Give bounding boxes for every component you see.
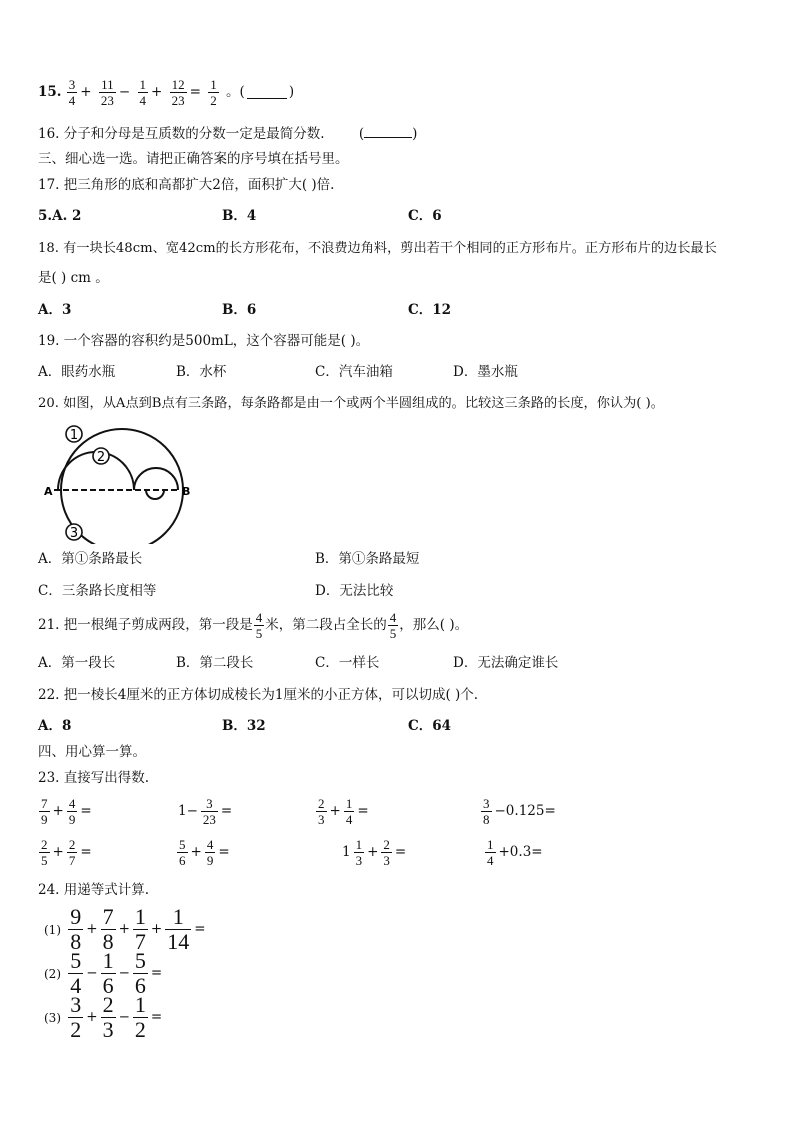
point-a-label: A <box>44 485 53 498</box>
expr-24-1: (1) $\frac{9}{8}$ + $\frac{7}{8}$ + $\frac{1}{7}$ + $\frac{1}{14}$ = <box>44 904 206 954</box>
expr-23-1: $\frac{7}{9}$ + $\frac{4}{9}$ = <box>41 796 92 827</box>
path-label-2: 2 <box>96 450 106 465</box>
option-a[interactable]: 5.A. 2 <box>38 208 82 224</box>
small-semicircle <box>134 468 178 490</box>
option-d[interactable]: D．无法比较 <box>315 583 394 599</box>
paren-open: 。( <box>226 83 245 100</box>
expr-24-3: (3) $\frac{3}{2}$ + $\frac{2}{3}$ − $\frac{1}{2}$ = <box>44 992 163 1042</box>
paren-open: ( <box>358 126 365 142</box>
question-20: 20. 如图，从A点到B点有三条路，每条路都是由一个或两个半圆组成的。比较这三条路的长度，你认为( )。 <box>38 396 664 411</box>
option-a[interactable]: A．眼药水瓶 <box>38 364 116 380</box>
expr-23-2: 1− $\frac{3}{23}$ = <box>178 796 233 827</box>
option-a[interactable]: A．第①条路最长 <box>38 551 143 567</box>
question-15: 15. $\frac{3}{4}$ + $\frac{11}{23}$ − $\frac{1}{4}$ + $\frac{12}{23}$ = $\frac{1}{2}$ 。( ) <box>38 77 295 108</box>
option-b[interactable]: B．4 <box>222 208 257 224</box>
question-23-title: 23. 直接写出得数. <box>38 770 150 786</box>
option-b[interactable]: B．水杯 <box>176 364 227 380</box>
option-c[interactable]: C．12 <box>408 302 452 318</box>
question-18-line2: 是( ) cm 。 <box>38 270 109 286</box>
answer-blank[interactable] <box>247 87 287 99</box>
expr-23-3: $\frac{2}{3}$ + $\frac{1}{4}$ = <box>318 796 369 827</box>
option-b[interactable]: B．第二段长 <box>176 655 254 671</box>
option-d[interactable]: D．墨水瓶 <box>453 364 518 380</box>
section-3-heading: 三、细心选一选。请把正确答案的序号填在括号里。 <box>38 151 349 167</box>
fraction: $\frac{1}{4}$ <box>139 77 147 108</box>
paren-close: ) <box>412 126 418 142</box>
question-number: 15. <box>38 84 62 100</box>
option-b[interactable]: B．第①条路最短 <box>315 551 420 567</box>
option-a[interactable]: A．第一段长 <box>38 655 116 671</box>
fraction: $\frac{3}{4}$ <box>68 77 76 108</box>
option-b[interactable]: B．6 <box>222 302 257 318</box>
fraction: $\frac{11}{23}$ <box>100 77 114 108</box>
paren-close: ) <box>288 83 295 100</box>
option-d[interactable]: D．无法确定谁长 <box>453 655 559 671</box>
question-18-line1: 18. 有一块长48cm、宽42cm的长方形花布，不浪费边角料，剪出若干个相同的正方形布片。正方形布片的边长最长 <box>38 241 717 256</box>
option-c[interactable]: C．64 <box>408 718 452 734</box>
question-text: 21. 把一根绳子剪成两段，第一段是 <box>38 617 253 633</box>
question-19: 19. 一个容器的容积约是500mL，这个容器可能是( )。 <box>38 333 370 349</box>
option-a[interactable]: A．3 <box>38 302 72 318</box>
question-17: 17. 把三角形的底和高都扩大2倍，面积扩大( )倍. <box>38 177 335 193</box>
point-b-label: B <box>182 485 191 498</box>
expr-24-2: (2) $\frac{5}{4}$ − $\frac{1}{6}$ − $\frac{5}{6}$ = <box>44 948 163 998</box>
tiny-semicircle <box>146 490 164 499</box>
option-c[interactable]: C．6 <box>408 208 442 224</box>
three-paths-figure <box>38 424 198 544</box>
option-a[interactable]: A．8 <box>38 718 72 734</box>
expr-23-4: $\frac{3}{8}$ −0.125= <box>483 796 556 827</box>
option-c[interactable]: C．汽车油箱 <box>315 364 393 380</box>
question-24-title: 24. 用递等式计算. <box>38 882 150 898</box>
fraction: $\frac{4}{5}$ <box>389 610 397 641</box>
fraction: $\frac{4}{5}$ <box>255 610 263 641</box>
path-label-1: 1 <box>69 428 79 443</box>
fraction: $\frac{1}{2}$ <box>210 77 217 108</box>
question-text: 米，第二段占全长的 <box>265 617 387 633</box>
question-16 <box>38 126 417 142</box>
question-text: 16. 分子和分母是互质数的分数一定是最简分数. <box>38 126 325 142</box>
path-label-3: 3 <box>69 526 79 541</box>
expr-23-5: $\frac{2}{5}$ + $\frac{2}{7}$ = <box>41 837 92 868</box>
section-4-heading: 四、用心算一算。 <box>38 744 146 760</box>
question-22: 22. 把一棱长4厘米的正方体切成棱长为1厘米的小正方体，可以切成( )个. <box>38 687 479 703</box>
question-text: ，那么( )。 <box>399 617 469 633</box>
option-c[interactable]: C．三条路长度相等 <box>38 583 157 599</box>
option-b[interactable]: B．32 <box>222 718 266 734</box>
question-21 <box>38 611 468 640</box>
option-c[interactable]: C．一样长 <box>315 655 380 671</box>
expr-23-8: $\frac{1}{4}$ +0.3= <box>487 837 543 868</box>
expr-23-6: $\frac{5}{6}$ + $\frac{4}{9}$ = <box>179 837 230 868</box>
answer-blank[interactable] <box>364 126 412 138</box>
fraction: $\frac{12}{23}$ <box>171 77 185 108</box>
expr-23-7: 1 $\frac{1}{3}$ + $\frac{2}{3}$ = <box>342 837 407 868</box>
